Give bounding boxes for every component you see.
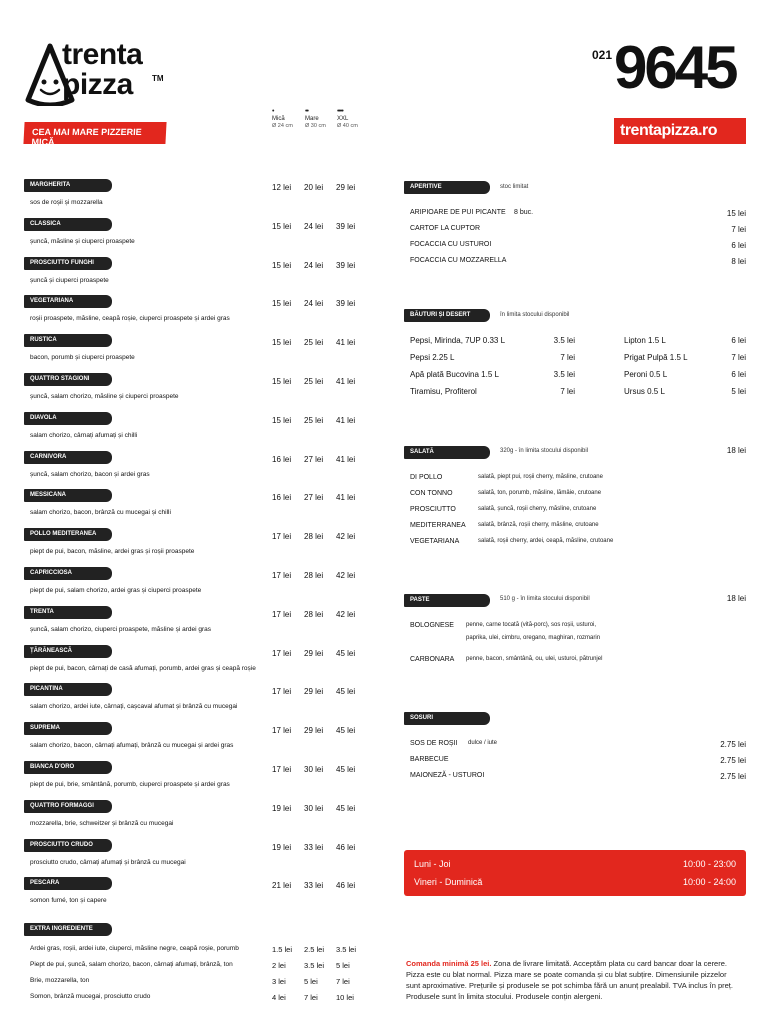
hours-row-weekend bbox=[414, 873, 736, 891]
pizza-price: 15 lei bbox=[272, 299, 292, 309]
pizza-price: 42 lei bbox=[336, 532, 356, 542]
pizza-price: 15 lei bbox=[272, 260, 292, 270]
pizza-price: 17 lei bbox=[272, 532, 292, 542]
salad-name: CON TONNO bbox=[410, 490, 453, 497]
website-link[interactable]: trentapizza.ro bbox=[614, 118, 746, 144]
sauce-name: MAIONEZĂ - USTUROI bbox=[410, 772, 485, 779]
pizza-name: QUATTRO FORMAGGI bbox=[24, 800, 112, 813]
pizza-price: 25 lei bbox=[304, 415, 324, 425]
pizza-price: 24 lei bbox=[304, 260, 324, 270]
extra-desc: Ardei gras, roșii, ardei iute, ciuperci, măsline negre, ceapă roșie, porumb bbox=[30, 945, 239, 952]
footer-text4: Produsele sunt în limita stocului. Produsele conțin alergeni. bbox=[406, 992, 603, 1001]
pizza-price: 46 lei bbox=[336, 842, 356, 852]
pizza-price: 41 lei bbox=[336, 338, 356, 348]
sauce-name: SOS DE ROȘII bbox=[410, 740, 458, 747]
pizza-price: 45 lei bbox=[336, 726, 356, 736]
size-large-cm: Ø 30 cm bbox=[305, 123, 326, 129]
drink-price: 7 lei bbox=[560, 387, 575, 396]
size-small bbox=[272, 108, 293, 129]
salata-note: 320g - în limita stocului disponibil bbox=[500, 448, 589, 454]
pizza-price: 29 lei bbox=[304, 726, 324, 736]
extra-price: 1.5 lei bbox=[272, 945, 293, 954]
hours-days: Vineri - Duminică bbox=[414, 877, 483, 887]
drink-price: 7 lei bbox=[731, 353, 746, 362]
pizza-price: 21 lei bbox=[272, 881, 292, 891]
sauce-price: 2.75 lei bbox=[720, 756, 746, 765]
pizza-price: 41 lei bbox=[336, 415, 356, 425]
pizza-price: 28 lei bbox=[304, 609, 324, 619]
slogan-banner: CEA MAI MARE PIZZERIE MICĂ bbox=[23, 122, 166, 144]
pizza-price: 30 lei bbox=[304, 803, 324, 813]
sauce-name: BARBECUE bbox=[410, 756, 449, 763]
pizza-desc: bacon, porumb și ciuperci proaspete bbox=[30, 354, 135, 362]
salad-desc: salată, ton, porumb, măsline, lămâie, crutoane bbox=[478, 490, 602, 496]
pizza-price: 28 lei bbox=[304, 571, 324, 580]
trademark: TM bbox=[152, 74, 164, 83]
salad-name: VEGETARIANA bbox=[410, 538, 460, 545]
pizza-price: 17 lei bbox=[272, 648, 292, 658]
size-xxl-icon: •••• bbox=[337, 108, 343, 115]
pizza-price: 45 lei bbox=[336, 803, 356, 813]
pizza-desc: salam chorizo, ardei iute, cârnați, cașcaval afumat și brânză cu mucegai bbox=[30, 703, 238, 711]
pizza-desc: piept de pui, bacon, măsline, ardei gras și roșii proaspete bbox=[30, 548, 195, 556]
sauce-price: 2.75 lei bbox=[720, 772, 746, 781]
extra-price: 2.5 lei bbox=[304, 945, 325, 954]
salata-price: 18 lei bbox=[726, 446, 746, 455]
size-xxl-label: XXL bbox=[337, 116, 349, 122]
pizza-name: PESCARA bbox=[24, 877, 112, 890]
pizza-price: 39 lei bbox=[336, 221, 356, 231]
aperitive-qty: 8 buc. bbox=[514, 209, 534, 216]
pizza-price: 17 lei bbox=[272, 765, 292, 774]
pizza-desc: mozzarella, brie, schweitzer și brânză cu mucegai bbox=[30, 819, 174, 827]
pizza-price: 15 lei bbox=[272, 221, 292, 231]
hours-days: Luni - Joi bbox=[414, 859, 451, 869]
pizza-price: 42 lei bbox=[336, 571, 356, 580]
pizza-price: 27 lei bbox=[304, 454, 324, 464]
hours-time: 10:00 - 24:00 bbox=[682, 877, 736, 887]
pizza-price: 33 lei bbox=[304, 881, 324, 891]
pasta-name: BOLOGNESE bbox=[410, 622, 454, 629]
pizza-name: PROSCIUTTO FUNGHI bbox=[24, 257, 112, 270]
pasta-desc: paprika, ulei, cimbru, oregano, maghiran, rozmarin bbox=[466, 635, 601, 641]
drink-price: 6 lei bbox=[731, 336, 746, 345]
pizza-price: 29 lei bbox=[336, 183, 356, 192]
size-small-cm: Ø 24 cm bbox=[272, 123, 293, 129]
extra-price: 3.5 lei bbox=[336, 945, 357, 954]
pizza-price: 45 lei bbox=[336, 687, 356, 697]
pizza-name: TRENTA bbox=[24, 606, 112, 619]
opening-hours-box bbox=[404, 850, 746, 896]
paste-header: PASTE bbox=[404, 594, 490, 607]
aperitive-price: 8 lei bbox=[731, 257, 746, 266]
pizza-name: PICANTINA bbox=[24, 683, 112, 696]
pizza-desc: somon fumé, ton și capere bbox=[30, 897, 107, 905]
phone-prefix: 021 bbox=[592, 48, 613, 62]
pizza-name: POLLO MEDITERANEA bbox=[24, 528, 112, 541]
pizza-price: 24 lei bbox=[304, 221, 324, 231]
pizza-price: 33 lei bbox=[304, 842, 324, 852]
drink-name: Tiramisu, Profiterol bbox=[410, 387, 477, 396]
pizza-price: 30 lei bbox=[304, 765, 324, 774]
pizza-price: 16 lei bbox=[272, 454, 292, 464]
paste-note: 510 g - în limita stocului disponibil bbox=[500, 596, 590, 602]
aperitive-price: 6 lei bbox=[731, 241, 746, 250]
pizza-price: 29 lei bbox=[304, 648, 324, 658]
pizza-price: 24 lei bbox=[304, 299, 324, 309]
bauturi-header: BĂUTURI ȘI DESERT bbox=[404, 309, 490, 322]
hours-time: 10:00 - 23:00 bbox=[682, 859, 736, 869]
salad-name: PROSCIUTTO bbox=[410, 506, 456, 513]
bauturi-note: în limita stocului disponibil bbox=[500, 312, 570, 318]
pizza-desc: șuncă, măsline și ciuperci proaspete bbox=[30, 237, 135, 245]
extra-price: 10 lei bbox=[336, 993, 354, 1002]
pizza-price: 25 lei bbox=[304, 377, 324, 386]
pizza-name: DIAVOLA bbox=[24, 412, 112, 425]
pizza-desc: piept de pui, brie, smântână, porumb, ciuperci proaspete și ardei gras bbox=[30, 781, 230, 788]
extra-price: 7 lei bbox=[304, 993, 318, 1002]
pizza-name: QUATTRO STAGIONI bbox=[24, 373, 112, 386]
salad-desc: salată, piept pui, roșii cherry, măsline, crutoane bbox=[478, 474, 603, 480]
extra-price: 4 lei bbox=[272, 993, 286, 1002]
pizza-desc: piept de pui, bacon, cârnați de casă afumați, porumb, ardei gras și ceapă roșie bbox=[30, 664, 256, 672]
drink-price: 3.5 lei bbox=[553, 370, 575, 379]
pizza-price: 27 lei bbox=[304, 493, 324, 503]
pizza-price: 28 lei bbox=[304, 532, 324, 542]
pizza-price: 19 lei bbox=[272, 803, 292, 813]
size-large-label: Mare bbox=[305, 116, 319, 122]
pizza-price: 29 lei bbox=[304, 687, 324, 697]
footer-note bbox=[406, 958, 748, 1002]
drink-name: Prigat Pulpă 1.5 L bbox=[624, 353, 688, 362]
pizza-desc: prosciutto crudo, cârnați afumați și brânză cu mucegai bbox=[30, 858, 186, 866]
aperitive-name: FOCACCIA CU MOZZARELLA bbox=[410, 257, 507, 264]
brand-name-line1: trenta bbox=[62, 38, 143, 71]
pizza-price: 39 lei bbox=[336, 260, 356, 270]
pizza-name: MARGHERITA bbox=[24, 179, 112, 192]
extra-price: 3.5 lei bbox=[304, 961, 325, 970]
drink-price: 3.5 lei bbox=[553, 336, 575, 345]
aperitive-price: 15 lei bbox=[726, 209, 746, 218]
pizza-name: RUSTICA bbox=[24, 334, 112, 347]
pizza-desc: piept de pui, salam chorizo, ardei gras și ciuperci proaspete bbox=[30, 587, 202, 594]
size-large bbox=[305, 108, 326, 129]
aperitive-price: 7 lei bbox=[731, 225, 746, 234]
drink-name: Lipton 1.5 L bbox=[624, 336, 666, 345]
pizza-desc: sos de roșii și mozzarella bbox=[30, 199, 103, 206]
aperitive-note: stoc limitat bbox=[500, 184, 529, 190]
aperitive-name: CARTOF LA CUPTOR bbox=[410, 225, 481, 232]
salad-name: MEDITERRANEA bbox=[410, 522, 466, 529]
extra-price: 7 lei bbox=[336, 977, 350, 986]
extra-price: 2 lei bbox=[272, 961, 286, 970]
pizza-price: 15 lei bbox=[272, 338, 292, 348]
drink-name: Pepsi, Mirinda, 7UP 0.33 L bbox=[410, 336, 506, 345]
pizza-price: 16 lei bbox=[272, 493, 292, 503]
pizza-desc: salam chorizo, cârnați afumați și chilli bbox=[30, 431, 138, 439]
footer-text1: Zona de livrare limitată. Acceptăm plata cu card bancar doar la cerere. bbox=[491, 959, 727, 968]
pizza-price: 15 lei bbox=[272, 377, 292, 386]
size-xxl bbox=[337, 108, 358, 129]
pizza-price: 46 lei bbox=[336, 881, 356, 891]
pizza-name: ȚĂRĂNEASCĂ bbox=[24, 645, 112, 658]
paste-price: 18 lei bbox=[726, 594, 746, 603]
drink-name: Apă plată Bucovina 1.5 L bbox=[410, 370, 499, 379]
pizza-price: 25 lei bbox=[304, 338, 324, 348]
aperitive-header: APERITIVE bbox=[404, 181, 490, 194]
pizza-name: PROSCIUTTO CRUDO bbox=[24, 839, 112, 852]
size-large-icon: •• bbox=[305, 108, 308, 115]
sauce-desc: dulce / iute bbox=[468, 740, 498, 746]
footer-text2: Pizza este cu blat normal. Pizza mare se poate comanda și cu blat subțire. Dimensiunile pizzelor bbox=[406, 970, 727, 979]
pizza-desc: salam chorizo, bacon, brânză cu mucegai și chilli bbox=[30, 509, 171, 517]
extra-desc: Brie, mozzarella, ton bbox=[30, 977, 90, 984]
pasta-desc: penne, carne tocată (vită-porc), sos roșii, usturoi, bbox=[466, 622, 597, 628]
extra-desc: Somon, brânză mucegai, prosciutto crudo bbox=[30, 993, 151, 1000]
pizza-desc: roșii proaspete, măsline, ceapă roșie, ciuperci proaspete și ardei gras bbox=[30, 315, 230, 323]
brand-name-line2: pizza bbox=[62, 68, 133, 101]
pasta-desc: penne, bacon, smântână, ou, ulei, usturoi, pătrunjel bbox=[466, 656, 603, 662]
drink-name: Pepsi 2.25 L bbox=[410, 353, 455, 362]
extra-header: EXTRA INGREDIENTE bbox=[24, 923, 112, 936]
pizza-price: 17 lei bbox=[272, 687, 292, 697]
drink-name: Ursus 0.5 L bbox=[624, 387, 665, 396]
pizza-name: CLASSICA bbox=[24, 218, 112, 231]
pizza-price: 42 lei bbox=[336, 609, 356, 619]
pizza-price: 17 lei bbox=[272, 726, 292, 736]
pizza-name: BIANCA D'ORO bbox=[24, 761, 112, 774]
salata-header: SALATĂ bbox=[404, 446, 490, 459]
pizza-price: 41 lei bbox=[336, 377, 356, 386]
size-small-label: Mică bbox=[272, 116, 285, 122]
size-small-icon: • bbox=[272, 108, 274, 115]
pizza-price: 45 lei bbox=[336, 765, 356, 774]
pizza-name: VEGETARIANA bbox=[24, 295, 112, 308]
extra-price: 3 lei bbox=[272, 977, 286, 986]
pizza-name: CAPRICCIOSA bbox=[24, 567, 112, 580]
pizza-price: 41 lei bbox=[336, 454, 356, 464]
salad-desc: salată, brânză, roșii cherry, măsline, crutoane bbox=[478, 522, 599, 528]
pizza-price: 17 lei bbox=[272, 609, 292, 619]
pizza-name: CARNIVORA bbox=[24, 451, 112, 464]
pizza-desc: șuncă, salam chorizo, ciuperci proaspete, măsline și ardei gras bbox=[30, 625, 212, 633]
pasta-name: CARBONARA bbox=[410, 656, 455, 663]
aperitive-name: ARIPIOARE DE PUI PICANTE bbox=[410, 209, 506, 216]
salad-desc: salată, roșii cherry, ardei, ceapă, măsline, crutoane bbox=[478, 538, 614, 544]
sauce-price: 2.75 lei bbox=[720, 740, 746, 749]
extra-desc: Piept de pui, șuncă, salam chorizo, bacon, cârnați afumați, brânză, ton bbox=[30, 961, 233, 968]
salad-desc: salată, șuncă, roșii cherry, măsline, crutoane bbox=[478, 506, 597, 512]
size-xxl-cm: Ø 40 cm bbox=[337, 123, 358, 129]
salad-name: DI POLLO bbox=[410, 474, 443, 481]
footer-text3: sunt aproximative. Prețurile și produsele se pot schimba fără un anunț prealabil. TVA inclus în preț. bbox=[406, 981, 733, 990]
pizza-price: 39 lei bbox=[336, 299, 356, 309]
min-order: Comanda minimă 25 lei. bbox=[406, 959, 492, 968]
sosuri-header: SOSURI bbox=[404, 712, 490, 725]
pizza-price: 20 lei bbox=[304, 183, 324, 192]
pizza-price: 15 lei bbox=[272, 415, 292, 425]
extra-price: 5 lei bbox=[336, 961, 350, 970]
drink-name: Peroni 0.5 L bbox=[624, 370, 668, 379]
pizza-desc: salam chorizo, bacon, cârnați afumați, brânză cu mucegai și ardei gras bbox=[30, 742, 234, 750]
drink-price: 7 lei bbox=[560, 353, 575, 362]
pizza-price: 45 lei bbox=[336, 648, 356, 658]
pizza-price: 17 lei bbox=[272, 571, 292, 580]
drink-price: 5 lei bbox=[731, 387, 746, 396]
pizza-name: MESSICANA bbox=[24, 489, 112, 502]
pizza-price: 41 lei bbox=[336, 493, 356, 503]
pizza-price: 19 lei bbox=[272, 842, 292, 852]
pizza-price: 12 lei bbox=[272, 183, 292, 192]
aperitive-name: FOCACCIA CU USTUROI bbox=[410, 241, 492, 248]
pizza-desc: șuncă, salam chorizo, bacon și ardei gras bbox=[30, 470, 150, 478]
pizza-desc: șuncă, salam chorizo, măsline și ciuperci proaspete bbox=[30, 393, 179, 400]
extra-price: 5 lei bbox=[304, 977, 318, 986]
hours-row-weekday bbox=[414, 855, 736, 873]
phone-number[interactable]: 9645 bbox=[614, 34, 736, 101]
pizza-desc: șuncă și ciuperci proaspete bbox=[30, 276, 109, 284]
drink-price: 6 lei bbox=[731, 370, 746, 379]
pizza-name: SUPREMA bbox=[24, 722, 112, 735]
